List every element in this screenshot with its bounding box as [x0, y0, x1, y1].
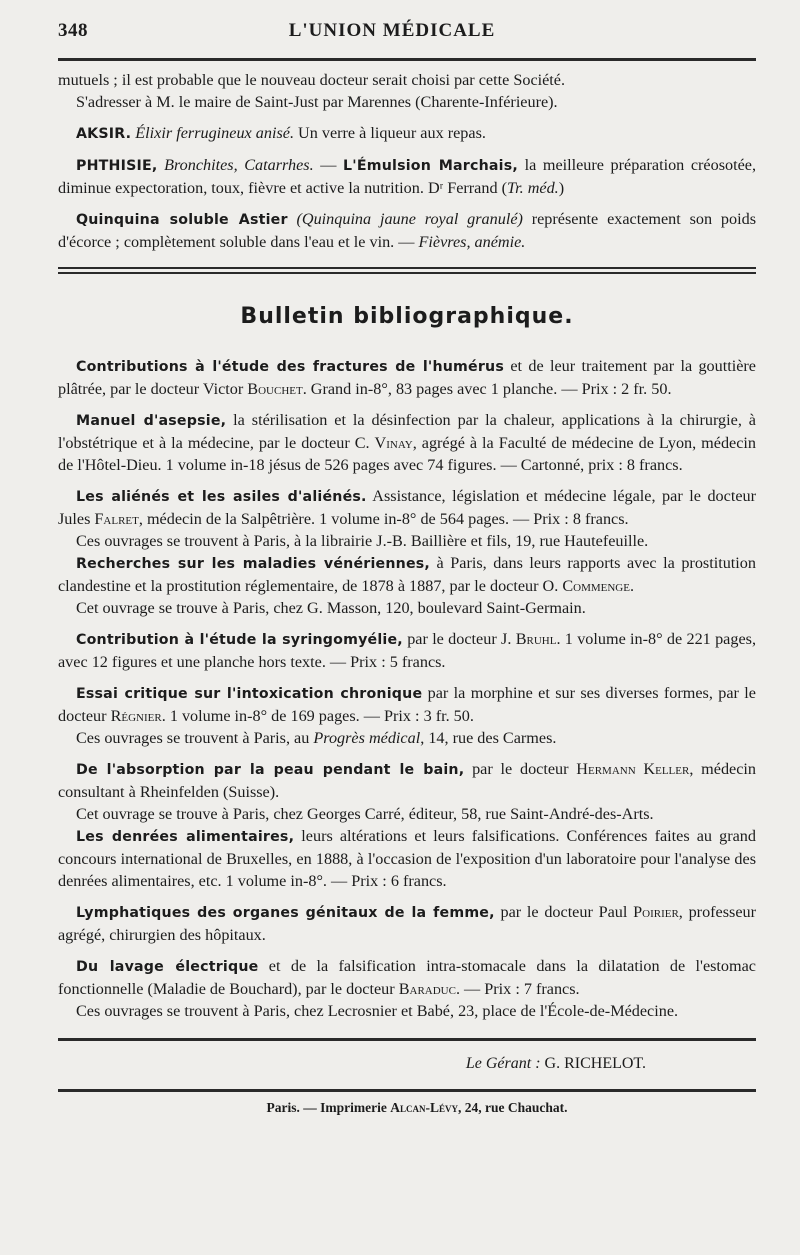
- bib-text: Ces ouvrages se trouvent à Paris, au: [76, 729, 314, 747]
- ad-continuation: [58, 69, 756, 91]
- bib-text: leurs altérations et leurs falsifications. Conférences faites au grand concours international de Bruxelles, en 1888, à l'occasion de l'exposition d'un laboratoire pour l'analyse des denrées alimentaires, etc. 1 volume in-8°. — Prix : 6 francs.: [58, 827, 756, 890]
- bib-author: Hermann Keller: [576, 760, 690, 778]
- bib-title: Lymphatiques des organes génitaux de la femme,: [76, 905, 495, 921]
- bib-entry: [58, 682, 756, 727]
- bib-author: Régnier: [110, 707, 162, 725]
- bib-author: Poirier: [633, 903, 679, 921]
- spacer: [58, 619, 756, 628]
- ad-text: représente exactement son poids d'écorce ; complètement soluble dans l'eau et le vin. —: [58, 210, 756, 251]
- bib-title: Manuel d'asepsie,: [76, 413, 227, 429]
- bib-entry: [58, 825, 756, 892]
- bibliography: [58, 355, 756, 1022]
- section-title: Bulletin bibliographique.: [240, 304, 574, 329]
- ad-italic: Fièvres, anémie.: [418, 233, 526, 251]
- bib-title: Recherches sur les maladies vénériennes,: [76, 556, 431, 572]
- bib-text: . — Prix : 7 francs.: [455, 980, 580, 998]
- bib-entry: [58, 409, 756, 476]
- bib-title: Contributions à l'étude des fractures de l'humérus: [76, 359, 504, 375]
- ad-text: ): [558, 179, 565, 197]
- bib-entry: [58, 758, 756, 803]
- bib-text: . Grand in-8°, 83 pages avec 1 planche. — Prix : 2 fr. 50.: [302, 380, 672, 398]
- ad-text: la meilleure préparation créosotée, diminue expectoration, toux, fièvre et active la nutrition. Dʳ Ferrand (: [58, 156, 757, 197]
- bib-entry: [58, 485, 756, 530]
- ad-quinquina: [58, 208, 756, 253]
- ad-italic: (Quinquina jaune royal granulé): [287, 210, 523, 228]
- section-rule: [58, 267, 756, 274]
- bib-title: Du lavage électrique: [76, 959, 259, 975]
- bib-author: Vinay: [374, 434, 413, 452]
- ad-reference: Tr. méd.: [506, 179, 559, 197]
- bib-entry: [58, 552, 756, 597]
- bib-note: [58, 727, 756, 749]
- advertisements: [58, 69, 756, 253]
- bib-text: . 1 volume in-8° de 169 pages. — Prix : 3 fr. 50.: [161, 707, 474, 725]
- signature: [58, 1055, 756, 1081]
- spacer: [58, 476, 756, 485]
- spacer: [58, 673, 756, 682]
- ad-text: mutuels ; il est probable que le nouveau docteur serait choisi par cette Société.: [58, 71, 566, 89]
- bib-text: , médecin consultant à Rheinfelden (Suisse).: [58, 760, 756, 801]
- spacer: [58, 946, 756, 955]
- bib-text: la stérilisation et la désinfection par la chaleur, applications à la chirurgie, à l'obstétrique et à la médecine, par le docteur C.: [58, 411, 756, 452]
- spacer: [58, 199, 756, 208]
- bib-note: Ces ouvrages se trouvent à Paris, à la librairie J.-B. Baillière et fils, 19, rue Hautefeuille.: [76, 532, 649, 550]
- ad-product-name: Quinquina soluble Astier: [76, 212, 288, 228]
- bib-text: .: [629, 577, 635, 595]
- bib-title: Les denrées alimentaires,: [76, 829, 295, 845]
- bib-title: Les aliénés et les asiles d'aliénés.: [76, 489, 367, 505]
- header-rule: [58, 58, 756, 61]
- spacer: [58, 113, 756, 122]
- spacer: [58, 749, 756, 758]
- spacer: [58, 145, 756, 154]
- ad-italic: Bronchites, Catarrhes.: [157, 156, 314, 174]
- bib-text: . 1 volume in-8° de 221 pages, avec 12 figures et une planche hors texte. — Prix : 5 francs.: [58, 630, 756, 671]
- footer-rule: [58, 1038, 756, 1041]
- bib-title: Contribution à l'étude la syringomyélie,: [76, 632, 403, 648]
- signature-name: G. RICHELOT.: [540, 1055, 646, 1072]
- bib-entry: [58, 901, 756, 946]
- bib-note: Cet ouvrage se trouve à Paris, chez G. Masson, 120, boulevard Saint-Germain.: [76, 599, 586, 617]
- bib-text: à Paris, dans leurs rapports avec la prostitution clandestine et la prostitution réglementaire, de 1878 à 1887, par le docteur O.: [58, 554, 756, 595]
- ad-text: Un verre à liqueur aux repas.: [294, 124, 486, 142]
- bib-title: Essai critique sur l'intoxication chronique: [76, 686, 423, 702]
- bib-text: , agrégé à la Faculté de médecine de Lyon, médecin de l'Hôtel-Dieu. 1 volume in-18 jésus de 526 pages avec 74 figures. — Cartonné, prix : 8 francs.: [58, 434, 757, 474]
- bib-text: par la morphine et sur ses diverses formes, par le docteur: [58, 684, 756, 725]
- running-head: [58, 20, 756, 54]
- ad-phthisie: [58, 154, 756, 199]
- bib-note: Cet ouvrage se trouve à Paris, chez Georges Carré, éditeur, 58, rue Saint-André-des-Arts.: [76, 805, 654, 823]
- bib-text: par le docteur: [464, 760, 577, 778]
- page-number: 348: [58, 20, 88, 41]
- imprint: [58, 1100, 756, 1116]
- bib-title: De l'absorption par la peau pendant le bain,: [76, 762, 465, 778]
- bib-text: , médecin de la Salpêtrière. 1 volume in-8° de 564 pages. — Prix : 8 francs.: [138, 510, 629, 528]
- bib-author: Bouchet: [247, 380, 303, 398]
- imprint-rule: [58, 1089, 756, 1092]
- spacer: [58, 400, 756, 409]
- bib-publisher: Progrès médical: [313, 729, 421, 747]
- journal-title: L'UNION MÉDICALE: [288, 20, 496, 41]
- imprint-text: Paris. — Imprimerie: [266, 1100, 391, 1115]
- bib-text: et de leur traitement par la gouttière plâtrée, par le docteur Victor: [58, 357, 756, 398]
- signature-label: Le Gérant :: [465, 1055, 541, 1072]
- bib-text: par le docteur Paul: [494, 903, 634, 921]
- bib-author: Falret: [94, 510, 139, 528]
- ad-text: —: [313, 156, 344, 174]
- bib-note: Ces ouvrages se trouvent à Paris, chez Lecrosnier et Babé, 23, place de l'École-de-Médecine.: [76, 1002, 679, 1020]
- bib-author: Bruhl: [515, 630, 557, 648]
- bib-author: Baraduc: [398, 980, 456, 998]
- ad-product-name: AKSIR.: [76, 126, 132, 142]
- ad-italic: Élixir ferrugineux anisé.: [135, 124, 294, 142]
- imprint-text: , 24, rue Chauchat.: [457, 1100, 568, 1115]
- ad-text: S'adresser à M. le maire de Saint-Just par Marennes (Charente-Inférieure).: [76, 93, 558, 111]
- ad-product-name: L'Émulsion Marchais,: [343, 158, 518, 174]
- ad-product-name: PHTHISIE,: [76, 158, 158, 174]
- bib-text: et de la falsification intra-stomacale dans la dilatation de l'estomac fonctionnelle (Maladie de Bouchard), par le docteur: [58, 957, 756, 998]
- imprint-printer: Alcan-Lévy: [390, 1100, 458, 1115]
- ad-contact: [58, 91, 756, 113]
- bib-entry: [58, 355, 756, 400]
- bib-text: , professeur agrégé, chirurgien des hôpitaux.: [58, 903, 757, 944]
- bib-author: Commenge: [562, 577, 630, 595]
- bib-entry: [58, 955, 756, 1000]
- bib-entry: [58, 628, 756, 673]
- bib-text: , 14, rue des Carmes.: [420, 729, 557, 747]
- ad-aksir: [58, 122, 756, 145]
- spacer: [58, 892, 756, 901]
- bib-text: Assistance, législation et médecine légale, par le docteur Jules: [58, 487, 756, 528]
- bib-text: par le docteur J.: [402, 630, 516, 648]
